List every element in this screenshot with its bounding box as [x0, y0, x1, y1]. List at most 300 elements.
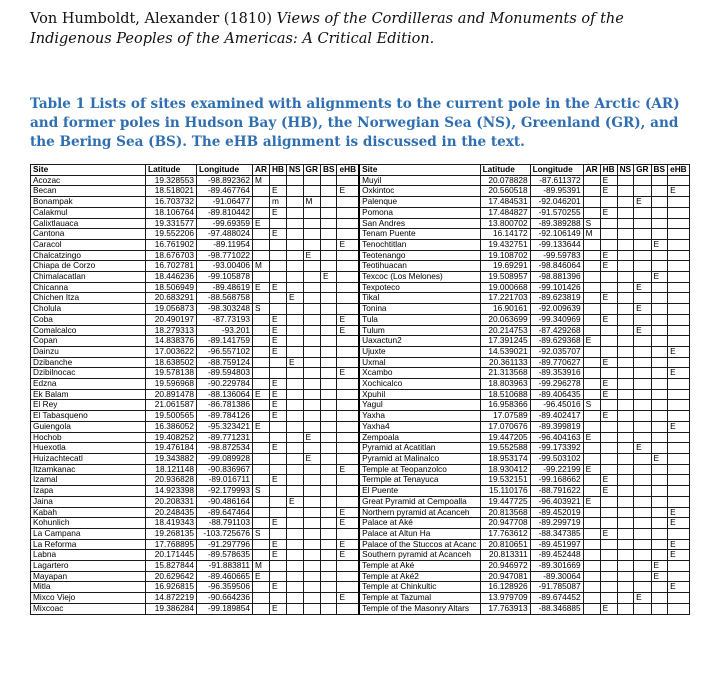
cell-ehb — [668, 314, 690, 325]
cell-latitude: 17.768895 — [146, 539, 197, 550]
cell-ns — [286, 486, 303, 497]
cell-hb: E — [269, 518, 286, 529]
cell-latitude: 20.214753 — [480, 325, 530, 336]
cell-latitude: 18.930412 — [480, 464, 530, 475]
cell-latitude: 21.061587 — [146, 400, 197, 411]
cell-ar: M — [253, 261, 270, 272]
cell-longitude: -89.452448 — [530, 550, 583, 561]
cell-ar — [583, 486, 600, 497]
cell-ehb — [337, 175, 359, 186]
cell-latitude: 20.560518 — [480, 186, 530, 197]
cell-gr — [303, 400, 320, 411]
cell-gr — [303, 207, 320, 218]
cell-longitude: -90.229784 — [197, 379, 253, 390]
cell-gr: E — [634, 593, 651, 604]
cell-site: Yaxha4 — [359, 421, 480, 432]
header-ar-left: AR — [253, 165, 270, 176]
cell-site: Acozac — [31, 175, 146, 186]
cell-gr — [634, 486, 651, 497]
cell-bs — [320, 186, 337, 197]
cell-ar — [583, 346, 600, 357]
cell-site: Yaxha — [359, 411, 480, 422]
cell-bs — [320, 550, 337, 561]
cell-ns — [617, 432, 634, 443]
table-body — [31, 175, 690, 614]
cell-ns — [617, 282, 634, 293]
table-row — [31, 582, 690, 593]
cell-longitude: -88.347385 — [530, 528, 583, 539]
cell-gr — [634, 218, 651, 229]
cell-bs — [320, 314, 337, 325]
cell-gr — [303, 186, 320, 197]
cell-hb — [269, 561, 286, 572]
cell-gr — [303, 518, 320, 529]
cell-bs — [320, 293, 337, 304]
cell-ns — [286, 528, 303, 539]
cell-ar — [253, 453, 270, 464]
cell-latitude: 19.328553 — [146, 175, 197, 186]
header-bs-left: BS — [320, 165, 337, 176]
table-row — [31, 593, 690, 604]
cell-hb: m — [269, 197, 286, 208]
table-row — [31, 175, 690, 186]
cell-gr — [303, 539, 320, 550]
cell-hb — [269, 432, 286, 443]
cell-site: Labna — [31, 550, 146, 561]
cell-latitude: 16.14172 — [480, 229, 530, 240]
cell-ar — [253, 593, 270, 604]
cell-site: Chiapa de Corzo — [31, 261, 146, 272]
cell-ar — [253, 400, 270, 411]
cell-gr — [303, 325, 320, 336]
cell-latitude: 17.763913 — [480, 603, 530, 614]
cell-hb — [600, 561, 617, 572]
cell-ns — [286, 593, 303, 604]
cell-site: El Puente — [359, 486, 480, 497]
cell-ar: E — [253, 571, 270, 582]
cell-gr — [634, 507, 651, 518]
cell-hb — [600, 239, 617, 250]
cell-latitude: 16.702781 — [146, 261, 197, 272]
cell-longitude: -93.201 — [197, 325, 253, 336]
cell-ehb — [337, 421, 359, 432]
cell-ehb: E — [668, 539, 690, 550]
cell-ar — [583, 539, 600, 550]
cell-site: Tula — [359, 314, 480, 325]
cell-bs — [320, 239, 337, 250]
cell-latitude: 20.171445 — [146, 550, 197, 561]
table-row — [31, 464, 690, 475]
cell-ehb — [668, 250, 690, 261]
cell-hb — [269, 593, 286, 604]
cell-hb: E — [269, 400, 286, 411]
cell-longitude: -99.089928 — [197, 453, 253, 464]
cell-ar — [253, 250, 270, 261]
cell-gr: E — [303, 453, 320, 464]
cell-ar: M — [253, 175, 270, 186]
cell-longitude: -99.101426 — [530, 282, 583, 293]
cell-gr — [634, 261, 651, 272]
cell-ehb — [337, 571, 359, 582]
header-hb-right: HB — [600, 165, 617, 176]
cell-latitude: 14.838376 — [146, 336, 197, 347]
cell-ar — [253, 314, 270, 325]
table-row — [31, 314, 690, 325]
cell-ehb — [668, 603, 690, 614]
cell-ar — [253, 432, 270, 443]
cell-ehb — [668, 304, 690, 315]
cell-hb: E — [269, 207, 286, 218]
cell-longitude: -98.892362 — [197, 175, 253, 186]
cell-latitude: 19.578138 — [146, 368, 197, 379]
cell-hb: E — [269, 582, 286, 593]
cell-bs — [651, 603, 668, 614]
cell-ehb — [337, 561, 359, 572]
cell-ehb: E — [668, 346, 690, 357]
cell-hb — [600, 571, 617, 582]
cell-ehb — [668, 336, 690, 347]
cell-site: Mixco Viejo — [31, 593, 146, 604]
cell-ns — [617, 175, 634, 186]
cell-ar — [583, 314, 600, 325]
cell-hb: E — [600, 389, 617, 400]
cell-bs — [320, 421, 337, 432]
cell-latitude: 17.221703 — [480, 293, 530, 304]
cell-ar — [583, 357, 600, 368]
cell-ns: E — [286, 293, 303, 304]
cell-ar: S — [583, 400, 600, 411]
header-ar-right: AR — [583, 165, 600, 176]
cell-longitude: -99.168662 — [530, 475, 583, 486]
cell-hb — [269, 272, 286, 283]
table-row — [31, 336, 690, 347]
cell-latitude: 18.121148 — [146, 464, 197, 475]
cell-gr — [634, 250, 651, 261]
cell-ehb — [668, 207, 690, 218]
cell-longitude: -89.48619 — [197, 282, 253, 293]
cell-bs — [651, 261, 668, 272]
cell-ehb — [337, 603, 359, 614]
cell-hb — [600, 421, 617, 432]
cell-site: Great Pyramid at Cempoalla — [359, 496, 480, 507]
cell-ns — [286, 443, 303, 454]
cell-longitude: -89.95391 — [530, 186, 583, 197]
cell-latitude: 20.891478 — [146, 389, 197, 400]
cell-gr — [303, 314, 320, 325]
cell-gr — [303, 528, 320, 539]
cell-hb: E — [600, 357, 617, 368]
cell-ehb: E — [668, 582, 690, 593]
cell-ar — [253, 443, 270, 454]
cell-bs — [651, 186, 668, 197]
cell-gr — [303, 357, 320, 368]
cell-site: Pomona — [359, 207, 480, 218]
table-row — [31, 218, 690, 229]
cell-latitude: 19.000668 — [480, 282, 530, 293]
cell-ehb: E — [337, 368, 359, 379]
cell-ns — [286, 400, 303, 411]
cell-gr — [634, 379, 651, 390]
cell-gr — [303, 571, 320, 582]
cell-ns — [617, 421, 634, 432]
table-row — [31, 282, 690, 293]
cell-latitude: 19.386284 — [146, 603, 197, 614]
cell-site: Bonampak — [31, 197, 146, 208]
cell-ar: S — [253, 528, 270, 539]
cell-ns — [617, 496, 634, 507]
cell-ehb — [337, 282, 359, 293]
cell-ar — [583, 282, 600, 293]
cell-ar — [583, 411, 600, 422]
table-row — [31, 571, 690, 582]
cell-longitude: -99.340969 — [530, 314, 583, 325]
cell-latitude: 17.484827 — [480, 207, 530, 218]
cell-hb — [269, 357, 286, 368]
cell-ns — [617, 550, 634, 561]
header-site-left: Site — [31, 165, 146, 176]
cell-hb — [600, 400, 617, 411]
cell-latitude: 17.763612 — [480, 528, 530, 539]
cell-longitude: -89.389288 — [530, 218, 583, 229]
cell-bs — [651, 207, 668, 218]
cell-bs — [320, 464, 337, 475]
cell-hb — [269, 293, 286, 304]
cell-longitude: -90.836967 — [197, 464, 253, 475]
cell-gr — [303, 464, 320, 475]
table-row — [31, 261, 690, 272]
cell-longitude: -87.429268 — [530, 325, 583, 336]
cell-longitude: -93.00406 — [197, 261, 253, 272]
cell-site: Dainzu — [31, 346, 146, 357]
cell-latitude: 19.343882 — [146, 453, 197, 464]
cell-longitude: -89.460665 — [197, 571, 253, 582]
cell-hb — [269, 464, 286, 475]
cell-ns — [286, 571, 303, 582]
cell-hb — [269, 368, 286, 379]
cell-bs — [651, 336, 668, 347]
cell-latitude: 20.946972 — [480, 561, 530, 572]
cell-gr: E — [634, 282, 651, 293]
cell-gr — [634, 475, 651, 486]
cell-hb — [600, 304, 617, 315]
cell-latitude: 20.361133 — [480, 357, 530, 368]
table-row — [31, 346, 690, 357]
header-ns-right: NS — [617, 165, 634, 176]
cell-hb — [269, 507, 286, 518]
table-row — [31, 603, 690, 614]
cell-ehb — [668, 229, 690, 240]
cell-ehb — [668, 282, 690, 293]
cell-ar: M — [253, 561, 270, 572]
cell-hb: E — [600, 314, 617, 325]
cell-longitude: -89.770627 — [530, 357, 583, 368]
cell-longitude: -88.346885 — [530, 603, 583, 614]
cell-ns — [617, 411, 634, 422]
cell-ar — [253, 475, 270, 486]
cell-longitude: -99.173392 — [530, 443, 583, 454]
cell-gr — [303, 496, 320, 507]
cell-latitude: 13.979709 — [480, 593, 530, 604]
cell-ns — [286, 453, 303, 464]
cell-ns — [617, 379, 634, 390]
cell-ns — [617, 539, 634, 550]
table-row — [31, 379, 690, 390]
cell-latitude: 20.490197 — [146, 314, 197, 325]
cell-ns — [617, 571, 634, 582]
cell-longitude: -89.629368 — [530, 336, 583, 347]
cell-gr: E — [634, 325, 651, 336]
cell-gr — [634, 186, 651, 197]
cell-ns — [617, 357, 634, 368]
header-ehb-right: eHB — [668, 165, 690, 176]
cell-site: Kabah — [31, 507, 146, 518]
cell-gr — [303, 304, 320, 315]
cell-longitude: -87.611372 — [530, 175, 583, 186]
cell-latitude: 14.539021 — [480, 346, 530, 357]
cell-bs — [320, 368, 337, 379]
cell-hb: E — [600, 603, 617, 614]
cell-latitude: 18.279313 — [146, 325, 197, 336]
cell-gr — [634, 239, 651, 250]
cell-latitude: 18.506949 — [146, 282, 197, 293]
cell-ehb: E — [337, 593, 359, 604]
cell-longitude: -89.402417 — [530, 411, 583, 422]
cell-site: Cholula — [31, 304, 146, 315]
cell-ar — [253, 379, 270, 390]
cell-gr — [634, 539, 651, 550]
cell-hb — [600, 539, 617, 550]
cell-longitude: -103.725676 — [197, 528, 253, 539]
cell-longitude: -91.570255 — [530, 207, 583, 218]
cell-hb — [600, 229, 617, 240]
cell-ar — [253, 582, 270, 593]
cell-latitude: 20.208331 — [146, 496, 197, 507]
cell-site: Tikal — [359, 293, 480, 304]
cell-site: Chimalacatlan — [31, 272, 146, 283]
cell-site: Coba — [31, 314, 146, 325]
cell-bs — [320, 304, 337, 315]
cell-ehb — [337, 207, 359, 218]
cell-ns — [286, 421, 303, 432]
cell-longitude: -89.11954 — [197, 239, 253, 250]
cell-ar — [583, 421, 600, 432]
cell-bs — [320, 507, 337, 518]
cell-gr — [634, 229, 651, 240]
cell-longitude: -99.296278 — [530, 379, 583, 390]
cell-ns — [286, 550, 303, 561]
cell-ns — [617, 593, 634, 604]
cell-longitude: -99.59783 — [530, 250, 583, 261]
cell-ns — [617, 561, 634, 572]
cell-longitude: -91.883811 — [197, 561, 253, 572]
cell-latitude: 19.268135 — [146, 528, 197, 539]
cell-site: Izapa — [31, 486, 146, 497]
cell-hb — [600, 432, 617, 443]
cell-ar — [253, 336, 270, 347]
cell-longitude: -89.452019 — [530, 507, 583, 518]
cell-bs — [320, 528, 337, 539]
cell-hb: E — [269, 346, 286, 357]
cell-bs — [320, 261, 337, 272]
cell-longitude: -91.06477 — [197, 197, 253, 208]
cell-ns — [286, 229, 303, 240]
cell-gr — [303, 346, 320, 357]
cell-ar — [583, 561, 600, 572]
cell-latitude: 18.419343 — [146, 518, 197, 529]
cell-site: Cantona — [31, 229, 146, 240]
table-row — [31, 250, 690, 261]
cell-bs — [320, 486, 337, 497]
cell-ar — [253, 496, 270, 507]
cell-latitude: 20.813311 — [480, 550, 530, 561]
cell-ns — [617, 400, 634, 411]
cell-longitude: -92.106149 — [530, 229, 583, 240]
cell-ar — [253, 186, 270, 197]
cell-ns — [286, 325, 303, 336]
cell-ns — [286, 539, 303, 550]
cell-site: Zempoala — [359, 432, 480, 443]
cell-ar: E — [253, 282, 270, 293]
cell-latitude: 20.810651 — [480, 539, 530, 550]
cell-ns — [286, 411, 303, 422]
cell-ns: E — [286, 496, 303, 507]
cell-ns — [617, 582, 634, 593]
cell-ar — [253, 357, 270, 368]
cell-gr — [303, 282, 320, 293]
cell-site: Tonina — [359, 304, 480, 315]
cell-ehb — [668, 571, 690, 582]
cell-ehb — [668, 218, 690, 229]
cell-hb — [269, 528, 286, 539]
cell-gr — [303, 411, 320, 422]
cell-latitude: 19.552588 — [480, 443, 530, 454]
cell-bs: E — [651, 561, 668, 572]
cell-gr — [303, 486, 320, 497]
cell-ns — [617, 229, 634, 240]
cell-ar — [253, 207, 270, 218]
cell-hb — [600, 346, 617, 357]
cell-ehb — [337, 486, 359, 497]
cell-hb: E — [269, 186, 286, 197]
cell-longitude: -89.30064 — [530, 571, 583, 582]
cell-ehb: E — [337, 186, 359, 197]
cell-hb: E — [269, 389, 286, 400]
cell-hb — [600, 593, 617, 604]
cell-hb — [600, 282, 617, 293]
cell-ns — [617, 518, 634, 529]
cell-gr — [634, 421, 651, 432]
cell-site: Comalcalco — [31, 325, 146, 336]
cell-ar: E — [583, 464, 600, 475]
cell-longitude: -89.299719 — [530, 518, 583, 529]
cell-ar — [583, 293, 600, 304]
cell-ehb — [337, 293, 359, 304]
cell-longitude: -99.189854 — [197, 603, 253, 614]
table-row — [31, 421, 690, 432]
cell-hb: E — [600, 486, 617, 497]
cell-latitude: 20.063699 — [480, 314, 530, 325]
cell-ehb — [668, 293, 690, 304]
cell-longitude: -89.406435 — [530, 389, 583, 400]
table-row — [31, 453, 690, 464]
table-header-row — [31, 165, 690, 176]
cell-latitude: 20.683291 — [146, 293, 197, 304]
cell-latitude: 18.953174 — [480, 453, 530, 464]
cell-ar — [583, 528, 600, 539]
cell-ehb: E — [668, 518, 690, 529]
cell-ns — [617, 304, 634, 315]
cell-hb — [269, 571, 286, 582]
